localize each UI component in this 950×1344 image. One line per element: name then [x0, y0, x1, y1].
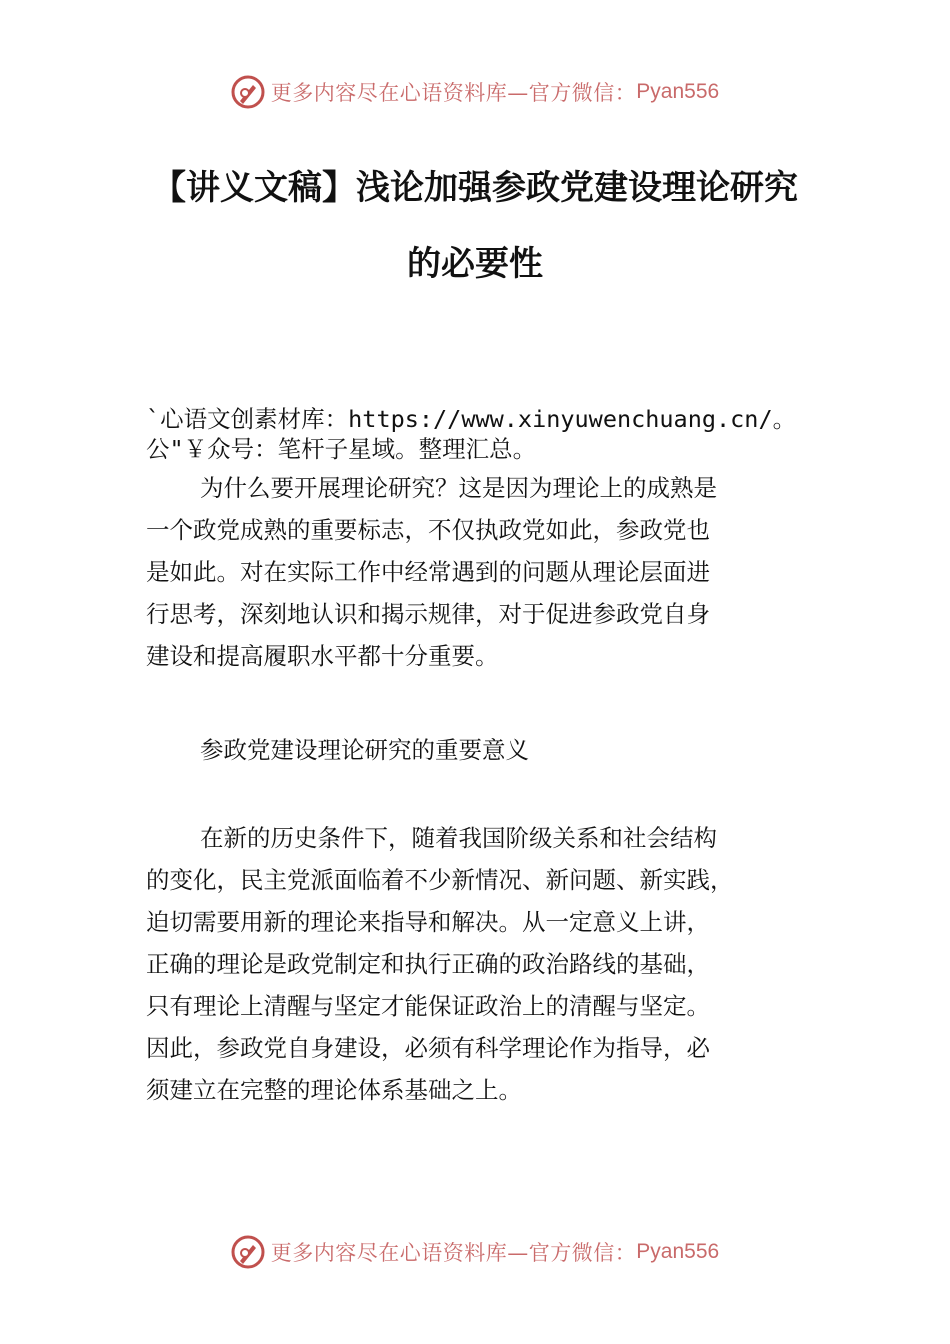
text-line: 在新的历史条件下，随着我国阶级关系和社会结构	[200, 824, 717, 852]
source-line: `心语文创素材库：https://www.xinyuwenchuang.cn/。	[146, 405, 797, 433]
source-line: 公"￥众号：笔杆子星域。整理汇总。	[146, 435, 537, 463]
text-line: 建设和提高履职水平都十分重要。	[146, 642, 499, 670]
text-line: 迫切需要用新的理论来指导和解决。从一定意义上讲，	[146, 908, 710, 936]
footer-banner	[0, 1232, 950, 1272]
banner-text: 更多内容尽在心语资料库—官方微信：	[270, 1241, 637, 1265]
text-line: 一个政党成熟的重要标志，不仅执政党如此，参政党也	[146, 516, 710, 544]
banner-text: 更多内容尽在心语资料库—官方微信：	[270, 81, 637, 105]
text-line: 只有理论上清醒与坚定才能保证政治上的清醒与坚定。	[146, 992, 710, 1020]
title-line: 的必要性	[407, 244, 543, 284]
section-heading	[146, 729, 826, 771]
text-line: 是如此。对在实际工作中经常遇到的问题从理论层面进	[146, 558, 710, 586]
heading-text: 参政党建设理论研究的重要意义	[200, 736, 529, 764]
text-line: 行思考，深刻地认识和揭示规律，对于促进参政党自身	[146, 600, 710, 628]
title-line: 【讲义文稿】浅论加强参政党建设理论研究	[152, 168, 798, 208]
source-note	[146, 404, 826, 464]
text-line: 的变化，民主党派面临着不少新情况、新问题、新实践，	[146, 866, 734, 894]
text-line: 正确的理论是政党制定和执行正确的政治路线的基础，	[146, 950, 710, 978]
text-line: 因此，参政党自身建设，必须有科学理论作为指导，必	[146, 1034, 710, 1062]
pen-logo-icon	[231, 1235, 265, 1269]
banner-wechat-handle: Pyan556	[636, 1240, 720, 1263]
banner-wechat-handle: Pyan556	[636, 80, 720, 103]
document-title	[120, 150, 830, 302]
body-paragraph	[146, 817, 826, 1111]
text-line: 须建立在完整的理论体系基础之上。	[146, 1076, 522, 1104]
body-paragraph	[146, 467, 826, 677]
text-line: 为什么要开展理论研究？这是因为理论上的成熟是	[200, 474, 717, 502]
pen-logo-icon	[231, 75, 265, 109]
header-banner	[0, 72, 950, 112]
